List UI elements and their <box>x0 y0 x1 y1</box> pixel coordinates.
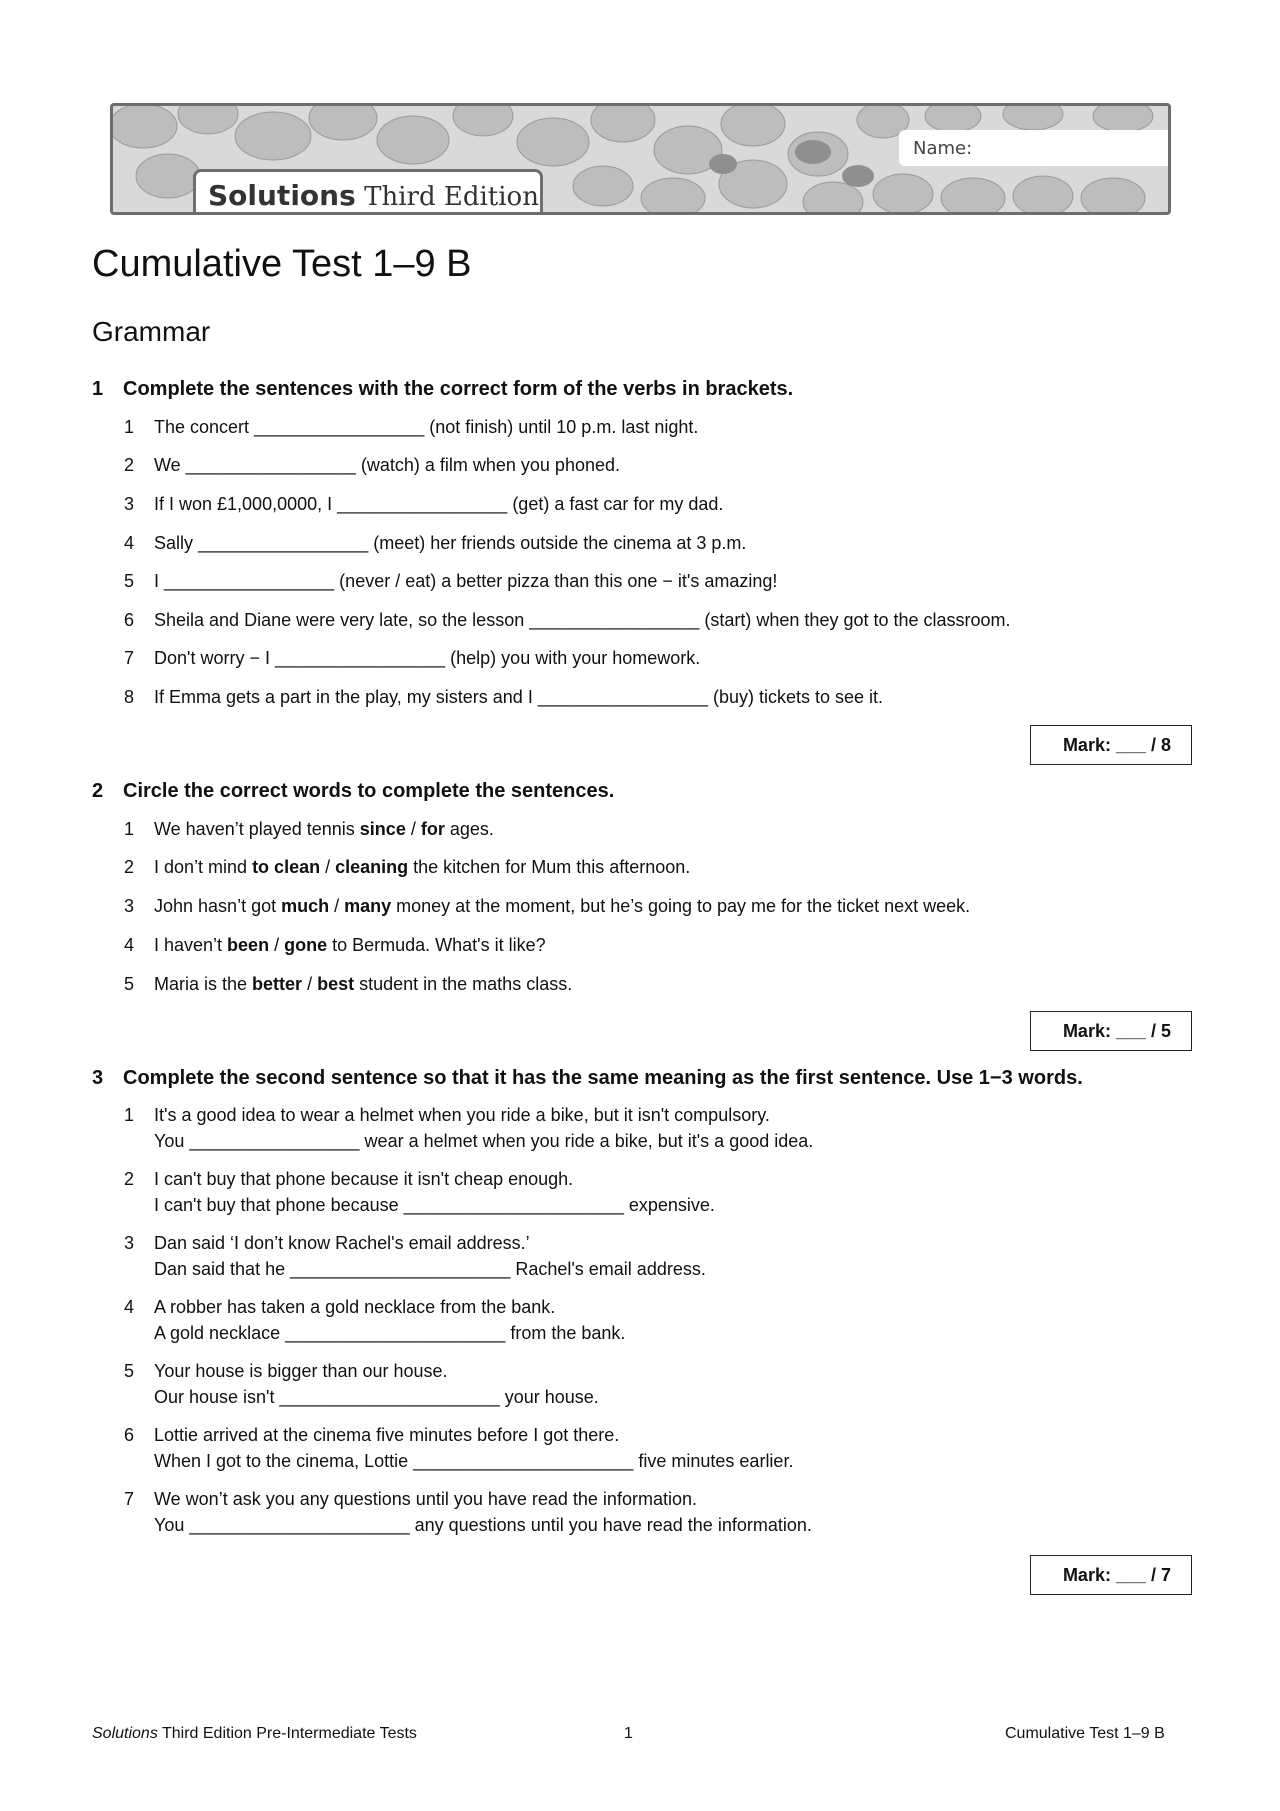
item-text: I don’t mind <box>154 857 253 877</box>
option-a[interactable]: since <box>359 819 406 839</box>
header-banner <box>110 103 1171 215</box>
q3-instruction: Complete the second sentence so that it has the same meaning as the first sentence. Use 1−3 words. <box>123 1067 1083 1089</box>
q3-item-second-sentence: You ______________________ any questions until you have read the information. <box>154 1515 812 1535</box>
q3-item-second-sentence: Our house isn't ______________________ your house. <box>154 1387 599 1407</box>
option-b[interactable]: many <box>344 896 392 916</box>
option-b[interactable]: gone <box>284 935 328 955</box>
option-a[interactable]: better <box>252 974 303 994</box>
item-number: 6 <box>124 610 135 630</box>
q3-item-second-sentence: Dan said that he ______________________ Rachel's email address. <box>154 1259 706 1279</box>
q3-item <box>124 1358 448 1384</box>
q1-item <box>124 607 1011 633</box>
option-separator: / <box>302 974 318 994</box>
item-number: 3 <box>124 494 135 514</box>
q3-item <box>124 1486 697 1512</box>
footer-left <box>92 1725 417 1743</box>
item-number: 3 <box>124 1233 135 1253</box>
q3-item <box>124 1422 619 1448</box>
item-first-sentence: We won’t ask you any questions until you have read the information. <box>154 1489 697 1509</box>
item-number: 5 <box>124 571 135 591</box>
section-title: Grammar <box>92 316 211 347</box>
q3-item <box>124 1166 573 1192</box>
item-number: 2 <box>124 1169 135 1189</box>
item-text: student in the maths class. <box>354 974 573 994</box>
item-text: Sally _________________ (meet) her friends outside the cinema at 3 p.m. <box>154 533 747 553</box>
q2-item <box>124 816 494 842</box>
brand-tab <box>193 169 543 215</box>
item-text: If Emma gets a part in the play, my sisters and I _________________ (buy) tickets to see it. <box>154 687 884 707</box>
q2-mark-box: Mark: ___ / 5 <box>1030 1011 1192 1051</box>
q2-item <box>124 932 546 958</box>
q1-heading <box>92 378 793 401</box>
option-b[interactable]: best <box>317 974 355 994</box>
item-first-sentence: A robber has taken a gold necklace from the bank. <box>154 1297 556 1317</box>
q2-instruction: Circle the correct words to complete the sentences. <box>123 780 615 802</box>
option-separator: / <box>320 857 336 877</box>
item-text: ages. <box>444 819 494 839</box>
item-number: 2 <box>124 857 135 877</box>
q2-heading <box>92 780 614 803</box>
item-number: 1 <box>124 417 135 437</box>
q1-item <box>124 684 883 710</box>
q2-item <box>124 893 970 919</box>
brand-name: Solutions <box>208 179 356 212</box>
q3-item-second-sentence: A gold necklace ______________________ from the bank. <box>154 1323 626 1343</box>
option-separator: / <box>269 935 285 955</box>
item-number: 1 <box>124 819 135 839</box>
option-a[interactable]: much <box>281 896 330 916</box>
item-number: 3 <box>124 896 135 916</box>
q3-item-second-sentence: You _________________ wear a helmet when you ride a bike, but it's a good idea. <box>154 1131 814 1151</box>
option-a[interactable]: been <box>227 935 270 955</box>
item-number: 6 <box>124 1425 135 1445</box>
q3-item <box>124 1230 530 1256</box>
item-number: 4 <box>124 935 135 955</box>
item-text: We haven’t played tennis <box>154 819 360 839</box>
item-first-sentence: I can't buy that phone because it isn't cheap enough. <box>154 1169 574 1189</box>
item-number: 2 <box>124 455 135 475</box>
item-number: 8 <box>124 687 135 707</box>
footer-right: Cumulative Test 1–9 B <box>1005 1725 1165 1742</box>
option-separator: / <box>405 819 421 839</box>
q3-heading <box>92 1067 1083 1090</box>
item-number: 4 <box>124 1297 135 1317</box>
page-title: Cumulative Test 1–9 B <box>92 243 472 285</box>
option-a[interactable]: to clean <box>252 857 321 877</box>
item-number: 7 <box>124 1489 135 1509</box>
page-number: 1 <box>624 1725 633 1742</box>
q1-item <box>124 491 723 517</box>
item-first-sentence: Dan said ‘I don’t know Rachel's email address.’ <box>154 1233 530 1253</box>
option-b[interactable]: for <box>420 819 445 839</box>
q1-item <box>124 452 620 478</box>
q1-item <box>124 568 777 594</box>
option-b[interactable]: cleaning <box>335 857 409 877</box>
item-text: John hasn’t got <box>154 896 282 916</box>
item-number: 5 <box>124 974 135 994</box>
name-label: Name: <box>913 138 973 159</box>
item-text: We _________________ (watch) a film when you phoned. <box>154 455 620 475</box>
footer-brand: Solutions <box>92 1725 158 1742</box>
item-text: I _________________ (never / eat) a better pizza than this one − it's amazing! <box>154 571 778 591</box>
item-first-sentence: It's a good idea to wear a helmet when you ride a bike, but it isn't compulsory. <box>154 1105 770 1125</box>
q2-item <box>124 971 572 997</box>
q3-number: 3 <box>92 1067 104 1089</box>
q1-item <box>124 530 746 556</box>
item-number: 5 <box>124 1361 135 1381</box>
item-text: If I won £1,000,0000, I _________________ (get) a fast car for my dad. <box>154 494 724 514</box>
item-text: Maria is the <box>154 974 253 994</box>
q1-instruction: Complete the sentences with the correct form of the verbs in brackets. <box>123 378 794 400</box>
brand-logo <box>208 179 539 213</box>
item-text: to Bermuda. What's it like? <box>327 935 546 955</box>
item-first-sentence: Your house is bigger than our house. <box>154 1361 448 1381</box>
item-text: money at the moment, but he’s going to pay me for the ticket next week. <box>391 896 971 916</box>
q1-mark-box: Mark: ___ / 8 <box>1030 725 1192 765</box>
q1-item <box>124 645 700 671</box>
item-number: 1 <box>124 1105 135 1125</box>
item-number: 7 <box>124 648 135 668</box>
name-field[interactable] <box>899 130 1171 166</box>
brand-edition: Third Edition <box>364 182 539 212</box>
q3-item <box>124 1102 770 1128</box>
item-number: 4 <box>124 533 135 553</box>
item-first-sentence: Lottie arrived at the cinema five minutes before I got there. <box>154 1425 620 1445</box>
item-text: Sheila and Diane were very late, so the lesson _________________ (start) when they got to the classroom. <box>154 610 1011 630</box>
q2-number: 2 <box>92 780 104 802</box>
item-text: I haven’t <box>154 935 228 955</box>
footer-title: Third Edition Pre-Intermediate Tests <box>157 1725 417 1742</box>
q1-number: 1 <box>92 378 104 400</box>
item-text: Don't worry − I _________________ (help) you with your homework. <box>154 648 701 668</box>
q3-item-second-sentence: I can't buy that phone because ______________________ expensive. <box>154 1195 715 1215</box>
option-separator: / <box>329 896 345 916</box>
q2-item <box>124 854 690 880</box>
item-text: The concert _________________ (not finish) until 10 p.m. last night. <box>154 417 699 437</box>
q3-mark-box: Mark: ___ / 7 <box>1030 1555 1192 1595</box>
item-text: the kitchen for Mum this afternoon. <box>408 857 691 877</box>
q3-item-second-sentence: When I got to the cinema, Lottie ______________________ five minutes earlier. <box>154 1451 794 1471</box>
q1-item <box>124 414 698 440</box>
q3-item <box>124 1294 555 1320</box>
